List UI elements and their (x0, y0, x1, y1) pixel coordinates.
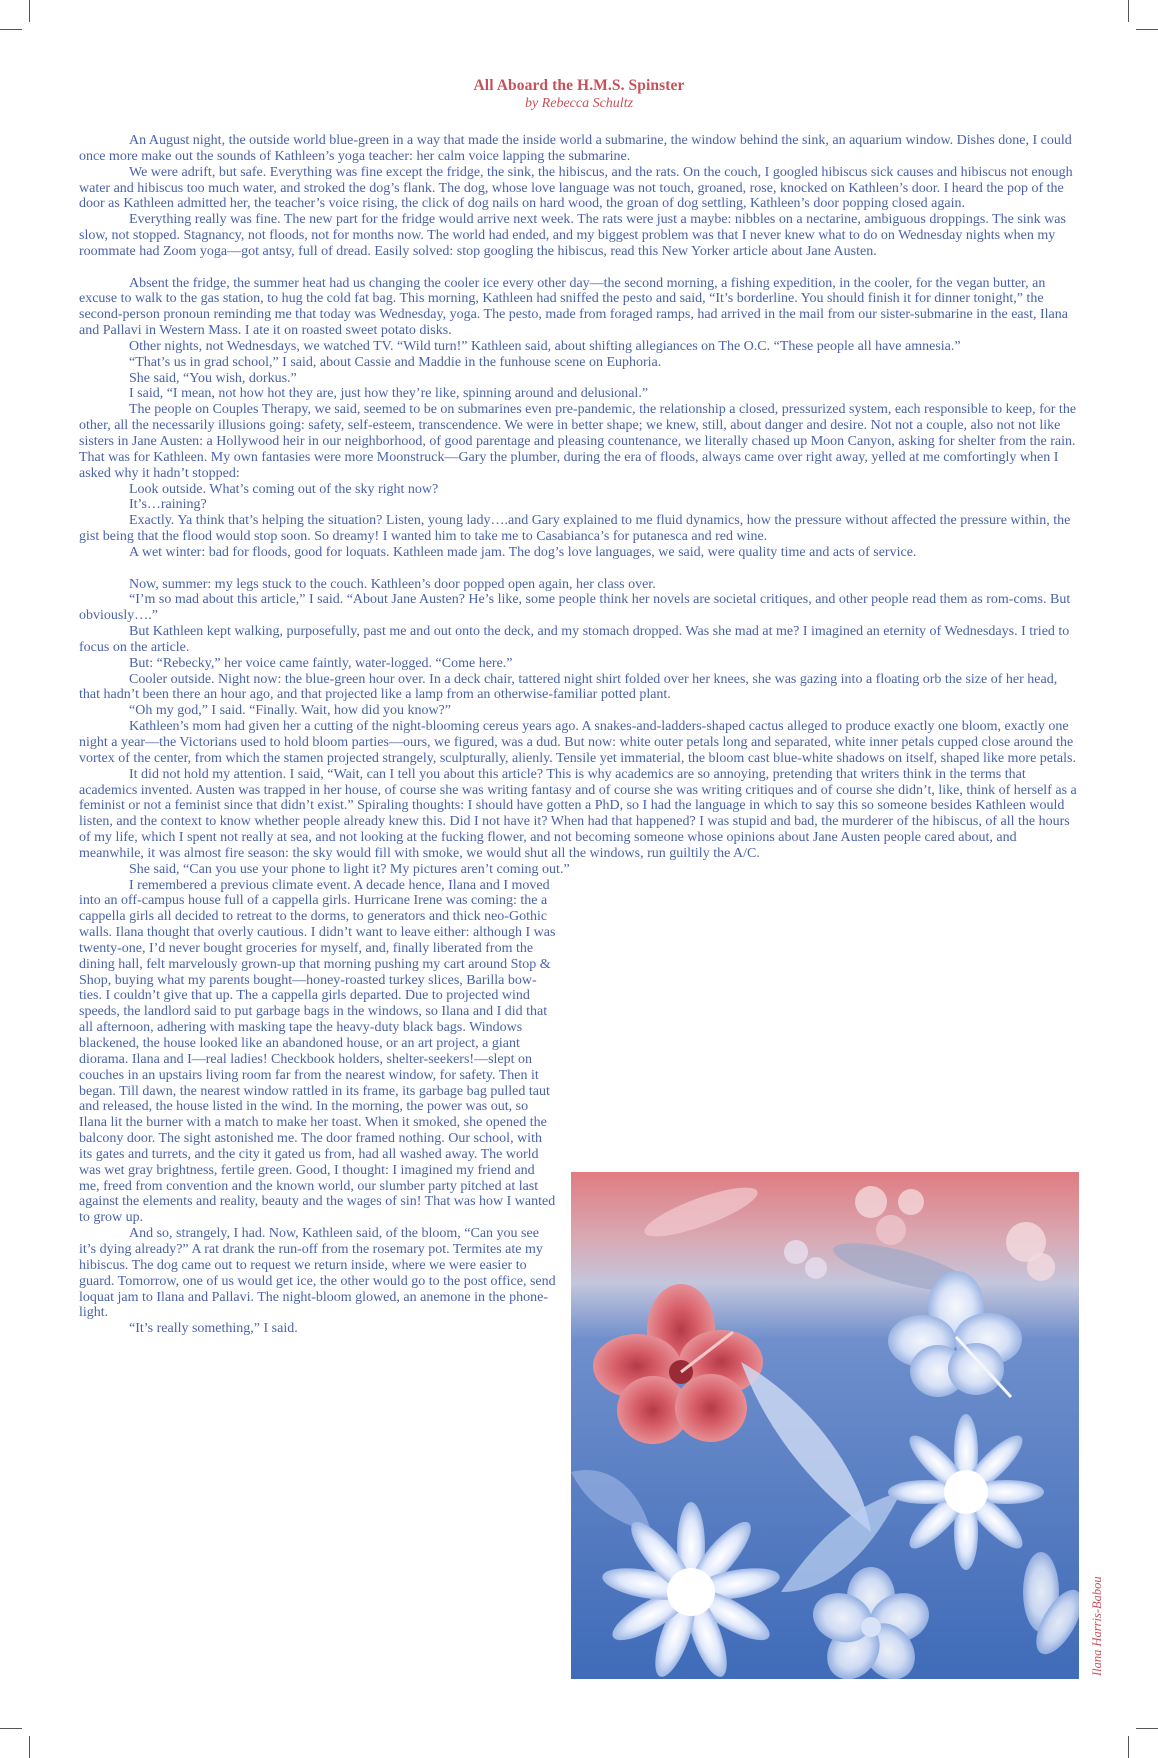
paragraph: And so, strangely, I had. Now, Kathleen said, of the bloom, “Can you see it’s dying already?” A rat drank the run-off from the rosemary pot. Termites ate my hibiscus. The dog came out to request we return inside, where we were easier to guard. Tomorrow, one of us would get ice, the other would go to the post office, send loquat jam to Ilana and Pallavi. The night-bloom glowed, an anemone in the phone-light. (79, 1226, 556, 1321)
paragraph: Kathleen’s mom had given her a cutting of the night-blooming cereus years ago. A snakes-and-ladders-shaped cactus alleged to produce exactly one bloom, exactly one night a year—the Victorians used to hold bloom parties—ours, we figured, was a dud. But now: white outer petals long and separated, white inner petals cupped close around the vortex of the center, from which the stamen projected strangely, sculpturally, alienly. Tensile yet immaterial, the bloom cast blue-white shadows on itself, shaped like more petals. (79, 719, 1076, 766)
paragraph: An August night, the outside world blue-green in a way that made the inside world a submarine, the window behind the sink, an aquarium window. Dishes done, I could once more make out the sounds of Kathleen’s yoga teacher: her calm voice lapping the submarine. (79, 133, 1072, 164)
paragraph: The people on Couples Therapy, we said, seemed to be on submarines even pre-pandemic, the relationship a closed, pressurized system, each responsible to keep, for the other, all the necessarily illusions going: safety, self-esteem, transcendence. We were in better shape; we knew, still, about danger and desire. Not not a couple, also not not like sisters in Jane Austen: a Hollywood heir in our neighborhood, of good parentage and pleasing countenance, we literally chased up Moon Canyon, asking for shelter from the rain. That was for Kathleen. My own fantasies were more Moonstruck—Gary the plumber, during the era of floods, always came over right away, yelled at me comfortingly when I asked why it hadn’t stopped: (79, 402, 1077, 481)
paragraph: Cooler outside. Night now: the blue-green hour over. In a deck chair, tattered night shirt folded over her knees, she was gazing into a floating orb the size of her head, that hadn’t been there an hour ago, and that projected like a lamp from an otherwise-familiar potted plant. (79, 671, 1058, 703)
paragraph: But: “Rebecky,” her voice came faintly, water-logged. “Come here.” (129, 655, 513, 671)
crop-mark-top-left-h (0, 29, 22, 30)
paragraph: It did not hold my attention. I said, “Wait, can I tell you about this article? This is why academics are so annoying, pretending that writers think in the terms that academics invented. Austen was trapped in her house, of course she was writing fantasy and of course she was writing critiques and of course she didn’t, like, think of herself as a feminist or not a feminist since that didn’t exist.” Spiraling thoughts: I should have gotten a PhD, so I had the language in which to say this so someone besides Kathleen would listen, and the context to know whether people already knew this. Did I not have it? When had that happened? I was stupid and bad, the murderer of the hibiscus, of all the hours of my life, which I spent not really at sea, and not looking at the fucking flower, and not becoming someone whose opinions about Jane Austen people cared about, and meanwhile, it was almost fire season: the sky would fill with smoke, we would shut all the windows, run guiltily the A/C. (79, 766, 1077, 861)
paragraph: Other nights, not Wednesdays, we watched TV. “Wild turn!” Kathleen said, about shifting allegiances on The O.C. “These people all have amnesia.” (129, 338, 961, 354)
crop-mark-bottom-right-h (1136, 1728, 1158, 1729)
paragraph: Look outside. What’s coming out of the sky right now? (129, 481, 439, 497)
paragraph: We were adrift, but safe. Everything was fine except the fridge, the sink, the hibiscus, and the rats. On the couch, I googled hibiscus sick causes and hibiscus not enough water and hibiscus too much water, and stroked the dog’s flank. The dog, whose love language was not touch, groaned, rose, knocked on Kathleen’s door. I heard the pop of the door as Kathleen admitted her, the teacher’s voice rising, the click of dog nails on hard wood, the groan of dog settling, Kathleen’s door popping closed again. (79, 164, 1073, 212)
paragraph: Exactly. Ya think that’s helping the situation? Listen, young lady….and Gary explained to me fluid dynamics, how the pressure without affected the pressure within, the gist being that the flood would stop soon. So dreamy! I wanted him to take me to Casabianca’s for putanesca and red wine. (79, 513, 1071, 545)
paragraph: “It’s really something,” I said. (129, 1321, 298, 1337)
crop-mark-top-right-v (1128, 0, 1129, 22)
paragraph: She said, “Can you use your phone to light it? My pictures aren’t coming out.” (129, 861, 570, 877)
crop-mark-top-left-v (29, 0, 30, 22)
crop-mark-bottom-right-v (1128, 1736, 1129, 1758)
paragraph: A wet winter: bad for floods, good for loquats. Kathleen made jam. The dog’s love languages, we said, were quality time and acts of service. (129, 544, 917, 560)
paragraph: Absent the fridge, the summer heat had us changing the cooler ice every other day—the second morning, a fishing expedition, in the cooler, for the vegan butter, an excuse to walk to the gas station, to hug the cold fat bag. This morning, Kathleen had sniffed the pesto and said, “It’s borderline. You should finish it for dinner tonight,” the second-person pronoun reminding me that today was Wednesday, yoga. The pesto, made from foraged ramps, had arrived in the mail from our sister-submarine in the east, Ilana and Pallavi in Western Mass. I ate it on roasted sweet potato disks. (79, 275, 1068, 339)
paragraph: It’s…raining? (129, 497, 207, 513)
paragraph: “Oh my god,” I said. “Finally. Wait, how did you know?” (129, 703, 451, 719)
paragraph: But Kathleen kept walking, purposefully, past me and out onto the deck, and my stomach dropped. Was she mad at me? I imagined an eternity of Wednesdays. I tried to focus on the article. (79, 624, 1070, 655)
crop-mark-bottom-left-v (29, 1736, 30, 1758)
paragraph: Everything really was fine. The new part for the fridge would arrive next week. The rats were just a maybe: nibbles on a nectarine, ambiguous droppings. The sink was slow, not stopped. Stagnancy, not floods, not for months now. The world had ended, and my biggest problem was that I never knew what to do on Wednesday nights when my roommate had Zoom yoga—got antsy, full of dread. Easily solved: stop googling the hibiscus, read this New Yorker article about Jane Austen. (79, 212, 1066, 259)
article-byline: by Rebecca Schultz (524, 96, 634, 111)
paragraph: She said, “You wish, dorkus.” (129, 370, 297, 386)
crop-mark-bottom-left-h (0, 1728, 22, 1729)
paragraph: “I’m so mad about this article,” I said. “About Jane Austen? He’s like, some people think her novels are societal critiques, and other people read them as rom-coms. But obviously….” (79, 592, 1071, 624)
illustration-credit: Ilana Harris-Babou (1090, 1576, 1104, 1676)
article-title: All Aboard the H.M.S. Spinster (473, 77, 685, 94)
crop-mark-top-right-h (1136, 29, 1158, 30)
paragraph: I remembered a previous climate event. A decade hence, Ilana and I moved into an off-campus house full of a cappella girls. Hurricane Irene was coming: the a cappella girls all decided to retreat to the dorms, to generators and thick neo-Gothic walls. Ilana thought that overly cautious. I didn’t want to leave either: although I was twenty-one, I’d never bought groceries for myself, and, finally liberated from the dining hall, felt marvelously grown-up that morning pushing my cart around Stop & Shop, buying what my parents bought—honey-roasted turkey slices, Barilla bow-ties. I couldn’t give that up. The a cappella girls departed. Due to projected wind speeds, the landlord said to put garbage bags in the windows, so Ilana and I did that all afternoon, adhering with masking tape the heavy-duty black bags. Windows blackened, the house looked like an abandoned house, or an art project, a giant diorama. Ilana and I—real ladies! Checkbook holders, shelter-seekers!—slept on couches in an upstairs living room far from the nearest window, for safety. Then it began. Till dawn, the nearest window rattled in its frame, its garbage bag pulled taut and released, the house listed in the wind. In the morning, the power was out, so Ilana lit the burner with a match to make her toast. When it smoked, she opened the balcony door. The sight astonished me. The door framed nothing. Our school, with its gates and turrets, and the city it gated us from, had all washed away. The world was wet gray brightness, fertile green. Good, I thought: I imagined my friend and me, freed from convention and the known world, our slumber party pitched at last against the elements and reality, beauty and the wages of sin! That was how I wanted to grow up. (79, 877, 556, 1226)
paragraph: I said, “I mean, not how hot they are, just how they’re like, spinning around and delusional.” (129, 386, 649, 402)
flower-illustration (571, 1172, 1079, 1679)
paragraph: “That’s us in grad school,” I said, about Cassie and Maddie in the funhouse scene on Euphoria. (129, 354, 662, 370)
paragraph: Now, summer: my legs stuck to the couch. Kathleen’s door popped open again, her class over. (129, 576, 656, 592)
